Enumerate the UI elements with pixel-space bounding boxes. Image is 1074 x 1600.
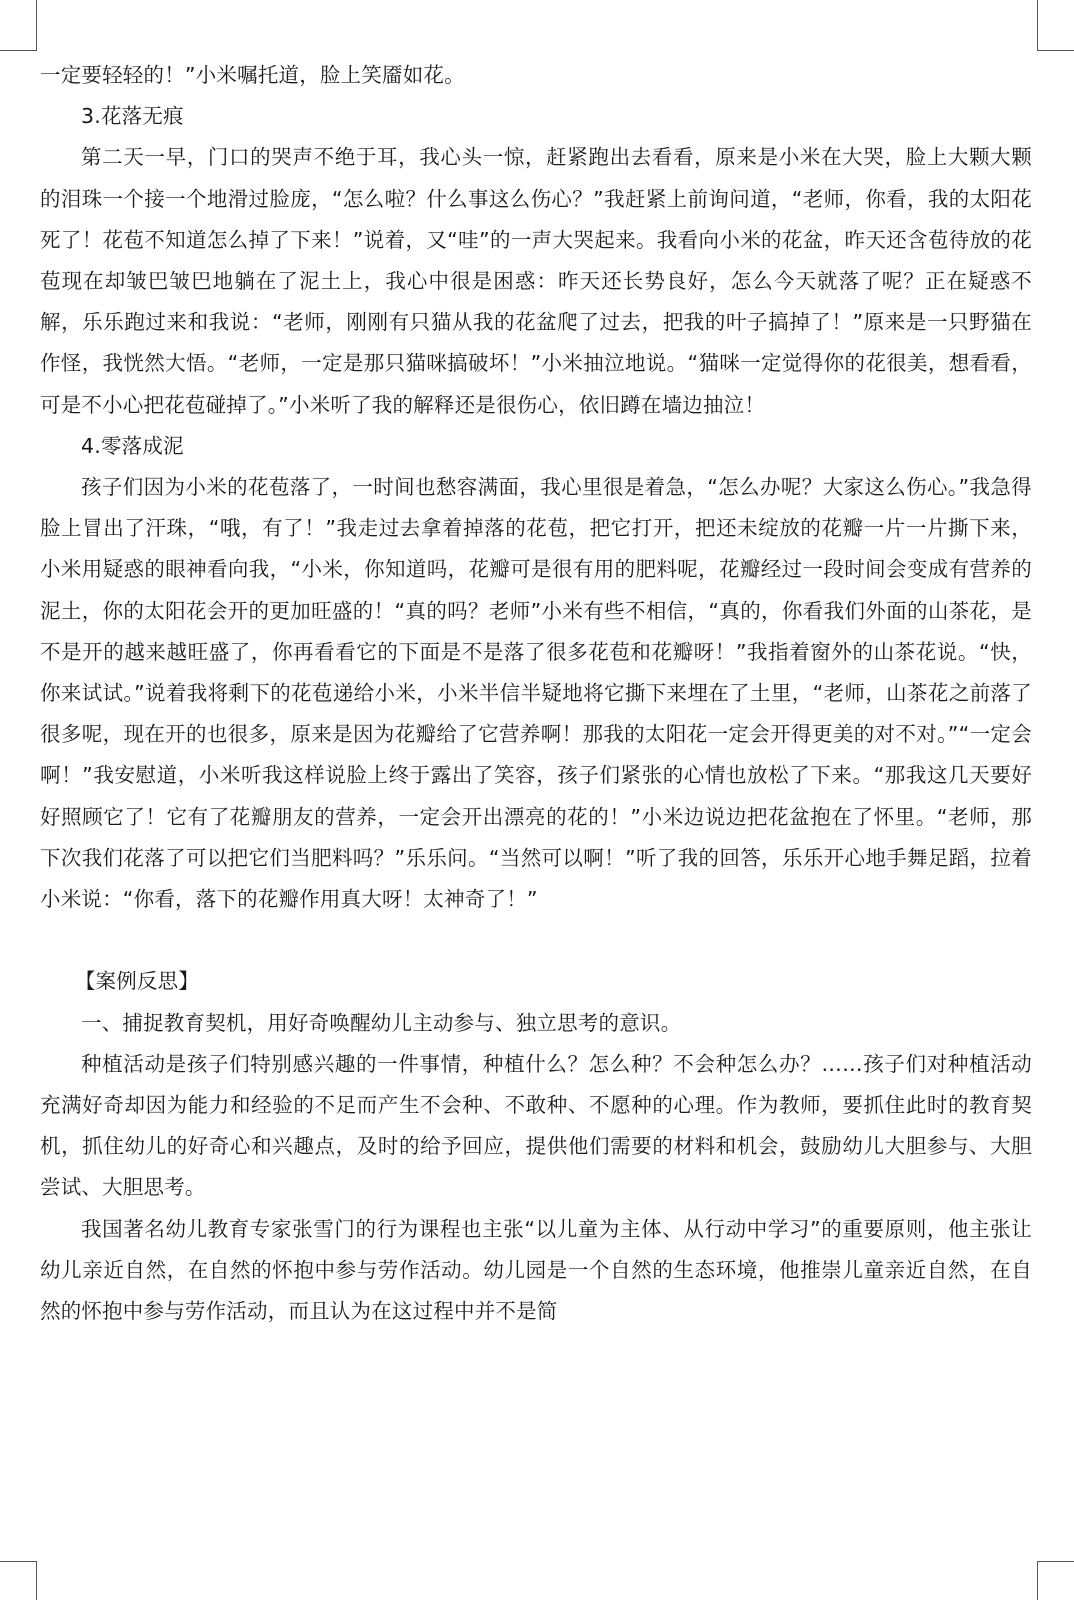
reflection-point-1: 一、捕捉教育契机，用好奇唤醒幼儿主动参与、独立思考的意识。 <box>81 1010 682 1035</box>
crop-mark-top-right <box>1037 0 1074 51</box>
crop-mark-top-left <box>0 0 37 51</box>
blank-line <box>40 920 1032 961</box>
reflection-paragraph-1: 种植活动是孩子们特别感兴趣的一件事情，种植什么？怎么种？不会种怎么办？……孩子们对种植活动充满好奇却因为能力和经验的不足而产生不会种、不敢种、不愿种的心理。作为教师，要抓住此时的教育契机，抓住幼儿的好奇心和兴趣点，及时的给予回应，提供他们需要的材料和机会，鼓励幼儿大胆参与、大胆尝试、大胆思考。 <box>40 1051 1032 1200</box>
crop-mark-bottom-right <box>1037 1561 1074 1600</box>
section-heading-4: 4.零落成泥 <box>81 433 184 458</box>
reflection-paragraph-2: 我国著名幼儿教育专家张雪门的行为课程也主张“以儿童为主体、从行动中学习”的重要原则，他主张让幼儿亲近自然，在自然的怀抱中参与劳作活动。幼儿园是一个自然的生态环境，他推崇儿童亲近自然，在自然的怀抱中参与劳作活动，而且认为在这过程中并不是简 <box>40 1216 1032 1324</box>
section-heading-3: 3.花落无痕 <box>81 104 184 129</box>
crop-mark-bottom-left <box>0 1561 37 1600</box>
reflection-heading: 【案例反思】 <box>74 969 200 994</box>
paragraph-section-4: 孩子们因为小米的花苞落了，一时间也愁容满面，我心里很是着急，“怎么办呢？大家这么伤心。”我急得脸上冒出了汗珠，“哦，有了！”我走过去拿着掉落的花苞，把它打开，把还未绽放的花瓣一片一片撕下来，小米用疑惑的眼神看向我，“小米，你知道吗，花瓣可是很有用的肥料呢，花瓣经过一段时间会变成有营养的泥土，你的太阳花会开的更加旺盛的！“真的吗？老师”小米有些不相信，“真的，你看我们外面的山茶花，是不是开的越来越旺盛了，你再看看它的下面是不是落了很多花苞和花瓣呀！”我指着窗外的山茶花说。“快，你来试试。”说着我将剩下的花苞递给小米，小米半信半疑地将它撕下来埋在了土里，“老师，山茶花之前落了很多呢，现在开的也很多，原来是因为花瓣给了它营养啊！那我的太阳花一定会开得更美的对不对。”“一定会啊！”我安慰道，小米听我这样说脸上终于露出了笑容，孩子们紧张的心情也放松了下来。“那我这几天要好好照顾它了！它有了花瓣朋友的营养，一定会开出漂亮的花的！”小米边说边把花盆抱在了怀里。“老师，那下次我们花落了可以把它们当肥料吗？”乐乐问。“当然可以啊！”听了我的回答，乐乐开心地手舞足蹈，拉着小米说：“你看，落下的花瓣作用真大呀！太神奇了！” <box>40 475 1032 912</box>
document-body <box>40 55 1032 1332</box>
paragraph-continuation: 一定要轻轻的！”小米嘱托道，脸上笑靥如花。 <box>40 63 465 87</box>
paragraph-section-3: 第二天一早，门口的哭声不绝于耳，我心头一惊，赶紧跑出去看看，原来是小米在大哭，脸上大颗大颗的泪珠一个接一个地滑过脸庞，“怎么啦？什么事这么伤心？”我赶紧上前询问道，“老师，你看，我的太阳花死了！花苞不知道怎么掉了下来！”说着，又“哇”的一声大哭起来。我看向小米的花盆，昨天还含苞待放的花苞现在却皱巴皱巴地躺在了泥土上，我心中很是困惑：昨天还长势良好，怎么今天就落了呢？正在疑惑不解，乐乐跑过来和我说：“老师，刚刚有只猫从我的花盆爬了过去，把我的叶子搞掉了！”原来是一只野猫在作怪，我恍然大悟。“老师，一定是那只猫咪搞破坏！”小米抽泣地说。“猫咪一定觉得你的花很美，想看看，可是不小心把花苞碰掉了。”小米听了我的解释还是很伤心，依旧蹲在墙边抽泣！ <box>40 145 1032 417</box>
